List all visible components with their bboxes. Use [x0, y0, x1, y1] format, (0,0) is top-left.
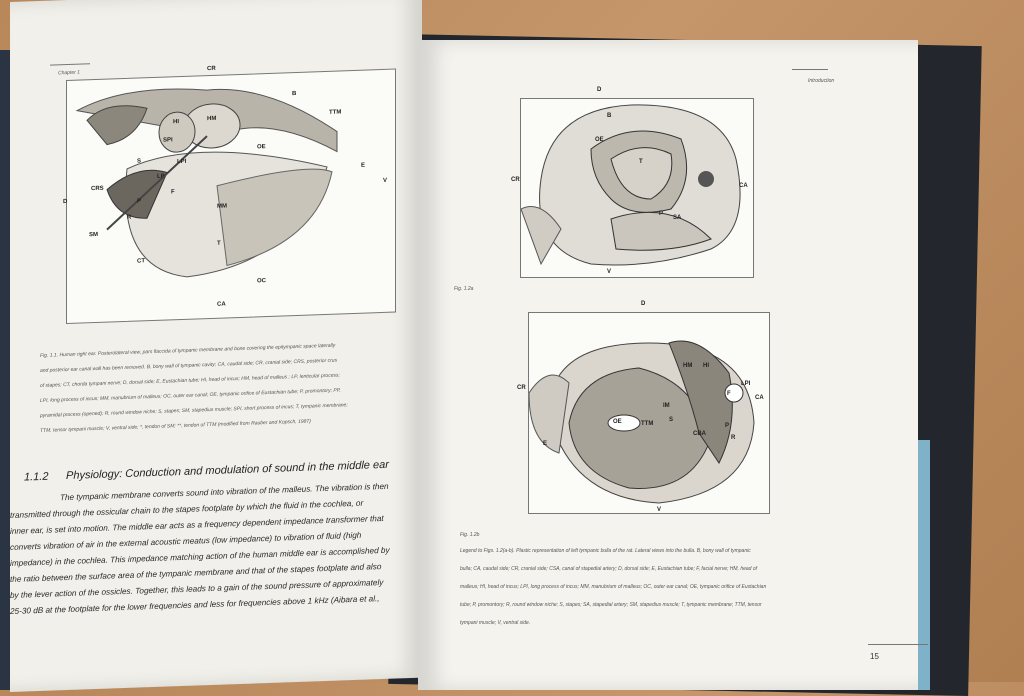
legend-line-2: bulla; CA, caudal side; CR, cranial side; CSA, canal of stapedial artery; D, dorsal side; E, Eustachian tube; F, facial nerve; HM, head of [460, 566, 758, 572]
fig-mark-spi: SPI [163, 137, 173, 144]
fig-mark-e: E [361, 162, 366, 169]
caption-line-6: TTM, tensor tympani muscle; V, ventral side; *, tendon of SM; **, tendon of TTM (modified from Rauber and Kopsch, 1987) [40, 418, 311, 434]
fig-b-mark-v: V [657, 507, 662, 513]
fig-b-mark-e: E [543, 441, 548, 447]
bulla-b-illustration [529, 313, 769, 513]
right-page [418, 40, 918, 690]
fig-b-mark-d: D [641, 301, 646, 307]
fig-b-mark-cr: CR [517, 385, 526, 391]
legend-line-5: tympani muscle; V, ventral side. [460, 620, 531, 626]
section-title: Physiology: Conduction and modulation of sound in the middle ear [66, 458, 389, 483]
fig-a-mark-v: V [607, 269, 612, 275]
introduction-header: Introduction [808, 78, 835, 84]
bulla-a-illustration [521, 99, 753, 277]
fig-mark-oc: OC [257, 278, 266, 285]
fig-a-mark-d: D [597, 87, 602, 93]
fig-b-mark-s: S [669, 417, 674, 423]
body-line-3: inner ear, is set into motion. The middle ear acts as a frequency dependent impedance transformer that [10, 513, 384, 536]
fig-mark-sm: SM [89, 231, 98, 239]
fig-mark-ttm: TTM [329, 109, 342, 116]
body-line-6: the ratio between the surface area of the tympanic membrane and that of the stapes footplate and also [10, 562, 382, 584]
figure-rat-bulla-a [511, 87, 754, 278]
ear-illustration [67, 70, 395, 323]
body-line-2: transmitted through the ossicular chain to the stapes footplate by which the fluid in the cochlea, or [10, 498, 364, 520]
fig-a-mark-oe: OE [595, 137, 604, 143]
fig-mark-lp: LP [157, 173, 165, 180]
legend-line-3: malleus; HI, head of incus; LPI, long process of incus; MM, manubrium of malleus; OC, outer ear canal; OE, tympanic orifice of Eustachian [460, 584, 767, 590]
fig-b-mark-ttm: TTM [641, 421, 654, 427]
body-line-8: 25-30 dB at the footplate for the lower frequencies and less for frequencies above 1 kHz (Aibara et al., [10, 594, 380, 616]
fig-mark-f: F [171, 189, 175, 196]
header-rule [50, 63, 90, 65]
fig-a-mark-sa: SA [673, 215, 682, 221]
legend-line-4: tube; P, promontory; R, round window niche; S, stapes; SA, stapedial artery; SM, stapedius muscle; T, tympanic membrane; TTM, tensor [460, 602, 762, 608]
fig-a-mark-cr: CR [511, 177, 520, 183]
body-line-5: impedance) in the cochlea. This impedance matching action of the human middle ear is accomplished by [10, 545, 390, 568]
fig-a-label: Fig. 1.2a [454, 286, 474, 292]
body-line-7: by the lever action of the ossicles. Together, this leads to a gain of the sound pressure of approximately [10, 577, 384, 600]
fig-a-mark-p: P [659, 211, 664, 217]
fig-mark-s: S [137, 158, 142, 165]
fig-b-mark-lpi: LPI [741, 381, 751, 387]
caption-line-2: and posterior ear canal wall has been removed. B, bony wall of tympanic cavity; CA, caudal side; CR, cranial side; CRS, posterior crus [40, 357, 338, 374]
fig-b-mark-p: P [725, 423, 730, 429]
fig-mark-v: V [383, 177, 388, 184]
caption-line-3: of stapes; CT, chorda tympani nerve; D, dorsal side; E, Eustachian tube; HI, head of incus; HM, head of malleus ; LP, lenticular process; [40, 372, 340, 389]
fig-mark-t: T [217, 240, 221, 247]
fig-a-mark-t: T [639, 159, 643, 165]
fig-mark-mm: MM [217, 203, 227, 210]
fig-mark-cr: CR [207, 65, 216, 73]
left-page [10, 0, 422, 692]
fig-a-mark-ca: CA [739, 183, 748, 189]
figure-rat-bulla-b [517, 301, 770, 514]
fig-b-mark-ca: CA [755, 395, 764, 401]
fig-b-mark-cba: CBA [693, 431, 706, 437]
chapter-header: Chapter 1 [58, 69, 80, 77]
fig-mark-r: R [127, 214, 132, 221]
fig-b-mark-r: R [731, 435, 736, 441]
fig-mark-d: D [63, 198, 68, 206]
fig-b-mark-f: F [727, 391, 731, 397]
fig-b-mark-hi: HI [703, 363, 709, 369]
body-line-1: The tympanic membrane converts sound into vibration of the malleus. The vibration is then [60, 481, 389, 503]
fig-mark-b: B [292, 91, 297, 98]
fig-mark-lpi: LPI [177, 158, 187, 166]
figure-human-ear [63, 65, 396, 325]
fig-a-mark-b: B [607, 113, 612, 119]
cover-accent-stripe [918, 440, 930, 690]
fig-mark-ca: CA [217, 301, 226, 308]
body-line-4: converts vibration of air in the external acoustic meatus (low impedance) to vibration of fluid (high [10, 530, 362, 552]
fig-b-label: Fig. 1.2b [460, 532, 480, 538]
caption-line-4: LPI, long process of incus; MM, manubrium of malleus; OC, outer ear canal; OE, tympanic orifice of Eustachian tube; P, promontory; PP, [40, 387, 341, 404]
fig-mark-crs: CRS [91, 185, 104, 193]
section-number: 1.1.2 [24, 470, 49, 484]
fig-mark-ct: CT [137, 258, 145, 265]
fig-b-mark-oe: OE [613, 419, 622, 425]
fig-mark-p: P [137, 198, 142, 205]
footer-rule [868, 644, 928, 645]
caption-line-1: Fig. 1.1. Human right ear. Posterolateral view, pars flaccida of tympanic membrane and bone covering the epitympanic space laterally [40, 342, 336, 359]
fig-b-mark-hm: HM [683, 363, 693, 369]
page-number: 15 [870, 652, 879, 661]
fig-mark-hm: HM [207, 115, 217, 123]
fig-b-mark-im: IM [663, 403, 670, 409]
header-rule-right [792, 69, 828, 70]
fig-mark-oe: OE [257, 144, 266, 151]
caption-line-5: pyramidal process (opened); R, round window niche; S, stapes; SM, stapedius muscle; SPI, short process of incus; T, tympanic membrane; [40, 402, 348, 419]
fig-mark-hi: HI [173, 119, 179, 126]
legend-line-1: Legend to Figs. 1.2(a-b). Plastic representation of left tympanic bulla of the rat. Lateral views into the bulla. B, bony wall of tympanic [460, 548, 751, 554]
